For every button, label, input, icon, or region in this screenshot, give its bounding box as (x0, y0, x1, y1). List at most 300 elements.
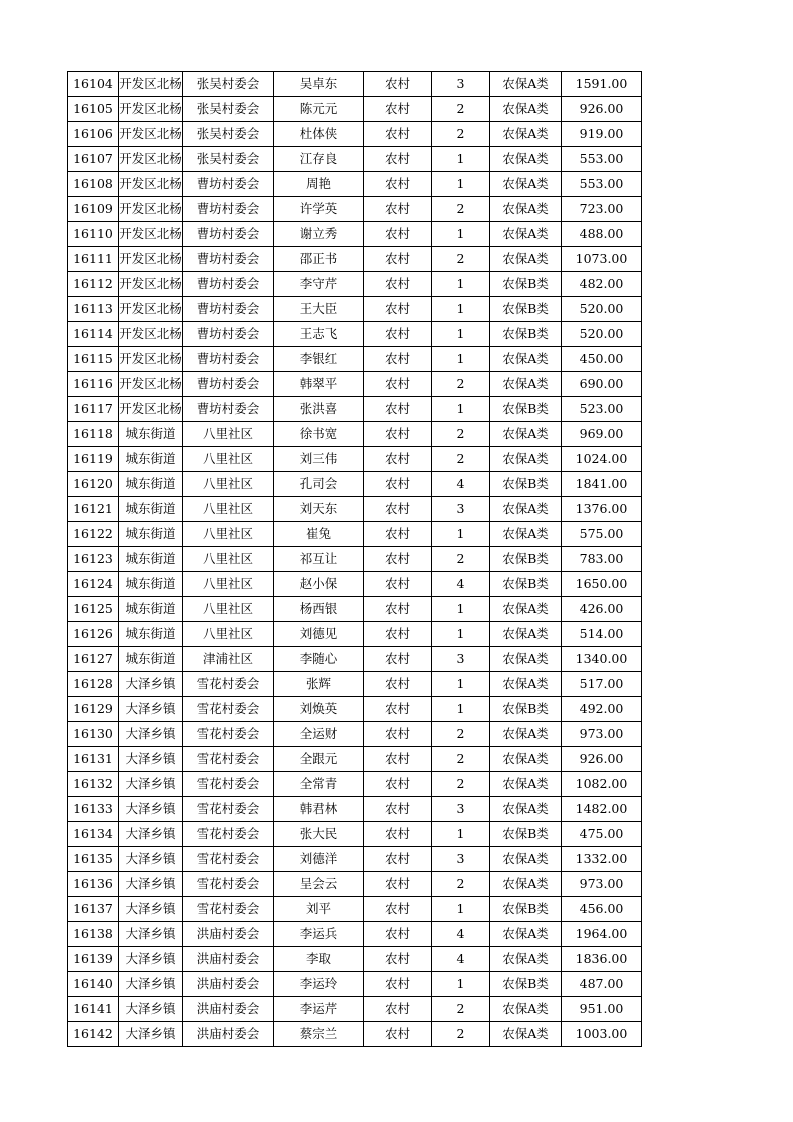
insurance-category-cell: 农保B类 (490, 472, 562, 497)
table-row (68, 697, 642, 722)
amount-cell: 1340.00 (562, 647, 642, 672)
village-committee-cell: 八里社区 (183, 472, 274, 497)
resident-name-cell: 吴卓东 (274, 72, 364, 97)
resident-name-cell: 赵小保 (274, 572, 364, 597)
village-committee-cell: 洪庙村委会 (183, 997, 274, 1022)
insurance-category-cell: 农保A类 (490, 422, 562, 447)
village-committee-cell: 雪花村委会 (183, 772, 274, 797)
household-type-cell: 农村 (364, 422, 432, 447)
table-row (68, 397, 642, 422)
table-row (68, 497, 642, 522)
insurance-category-cell: 农保A类 (490, 622, 562, 647)
village-committee-cell: 雪花村委会 (183, 697, 274, 722)
resident-name-cell: 孔司会 (274, 472, 364, 497)
amount-cell: 426.00 (562, 597, 642, 622)
amount-cell: 973.00 (562, 872, 642, 897)
table-row (68, 747, 642, 772)
insurance-category-cell: 农保A类 (490, 947, 562, 972)
household-size-cell: 2 (432, 997, 490, 1022)
amount-cell: 926.00 (562, 747, 642, 772)
amount-cell: 1332.00 (562, 847, 642, 872)
table-row (68, 997, 642, 1022)
record-id-cell: 16119 (68, 447, 119, 472)
insurance-category-cell: 农保B类 (490, 972, 562, 997)
household-type-cell: 农村 (364, 222, 432, 247)
village-committee-cell: 雪花村委会 (183, 797, 274, 822)
record-id-cell: 16125 (68, 597, 119, 622)
township-cell: 大泽乡镇 (119, 722, 183, 747)
amount-cell: 517.00 (562, 672, 642, 697)
insurance-category-cell: 农保A类 (490, 372, 562, 397)
township-cell: 城东街道 (119, 622, 183, 647)
table-row (68, 1022, 642, 1047)
record-id-cell: 16116 (68, 372, 119, 397)
household-type-cell: 农村 (364, 522, 432, 547)
table-row (68, 672, 642, 697)
insurance-category-cell: 农保A类 (490, 447, 562, 472)
village-committee-cell: 雪花村委会 (183, 847, 274, 872)
household-size-cell: 3 (432, 72, 490, 97)
household-size-cell: 2 (432, 422, 490, 447)
amount-cell: 951.00 (562, 997, 642, 1022)
table-row (68, 522, 642, 547)
table-row (68, 322, 642, 347)
table-row (68, 472, 642, 497)
resident-name-cell: 张大民 (274, 822, 364, 847)
record-id-cell: 16105 (68, 97, 119, 122)
record-id-cell: 16107 (68, 147, 119, 172)
household-type-cell: 农村 (364, 447, 432, 472)
household-type-cell: 农村 (364, 597, 432, 622)
insurance-category-cell: 农保A类 (490, 997, 562, 1022)
resident-name-cell: 韩君林 (274, 797, 364, 822)
insurance-category-cell: 农保A类 (490, 147, 562, 172)
household-type-cell: 农村 (364, 297, 432, 322)
household-size-cell: 2 (432, 447, 490, 472)
record-id-cell: 16127 (68, 647, 119, 672)
record-id-cell: 16106 (68, 122, 119, 147)
household-size-cell: 2 (432, 772, 490, 797)
township-cell: 开发区北杨 (119, 397, 183, 422)
township-cell: 开发区北杨 (119, 322, 183, 347)
household-type-cell: 农村 (364, 472, 432, 497)
township-cell: 大泽乡镇 (119, 847, 183, 872)
amount-cell: 482.00 (562, 272, 642, 297)
insurance-category-cell: 农保A类 (490, 872, 562, 897)
village-committee-cell: 曹坊村委会 (183, 272, 274, 297)
resident-name-cell: 李运玲 (274, 972, 364, 997)
table-row (68, 972, 642, 997)
insurance-category-cell: 农保A类 (490, 672, 562, 697)
household-size-cell: 1 (432, 522, 490, 547)
record-id-cell: 16115 (68, 347, 119, 372)
amount-cell: 1482.00 (562, 797, 642, 822)
village-committee-cell: 八里社区 (183, 547, 274, 572)
resident-name-cell: 刘德见 (274, 622, 364, 647)
village-committee-cell: 雪花村委会 (183, 722, 274, 747)
record-id-cell: 16120 (68, 472, 119, 497)
resident-name-cell: 刘德洋 (274, 847, 364, 872)
table-row (68, 122, 642, 147)
table-row (68, 647, 642, 672)
household-type-cell: 农村 (364, 847, 432, 872)
insurance-category-cell: 农保B类 (490, 397, 562, 422)
resident-name-cell: 呈会云 (274, 872, 364, 897)
amount-cell: 690.00 (562, 372, 642, 397)
resident-name-cell: 全常青 (274, 772, 364, 797)
household-type-cell: 农村 (364, 672, 432, 697)
record-id-cell: 16137 (68, 897, 119, 922)
table-row (68, 297, 642, 322)
record-id-cell: 16126 (68, 622, 119, 647)
household-size-cell: 2 (432, 197, 490, 222)
household-type-cell: 农村 (364, 697, 432, 722)
amount-cell: 926.00 (562, 97, 642, 122)
insurance-category-cell: 农保A类 (490, 172, 562, 197)
table-row (68, 922, 642, 947)
household-type-cell: 农村 (364, 722, 432, 747)
table-row (68, 72, 642, 97)
table-row (68, 572, 642, 597)
table-row (68, 597, 642, 622)
household-size-cell: 3 (432, 847, 490, 872)
household-size-cell: 1 (432, 972, 490, 997)
village-committee-cell: 曹坊村委会 (183, 347, 274, 372)
roster-body (68, 72, 642, 1047)
township-cell: 大泽乡镇 (119, 872, 183, 897)
table-row (68, 172, 642, 197)
household-type-cell: 农村 (364, 172, 432, 197)
township-cell: 城东街道 (119, 547, 183, 572)
amount-cell: 969.00 (562, 422, 642, 447)
village-committee-cell: 曹坊村委会 (183, 397, 274, 422)
insurance-category-cell: 农保A类 (490, 197, 562, 222)
amount-cell: 1650.00 (562, 572, 642, 597)
insurance-category-cell: 农保A类 (490, 347, 562, 372)
village-committee-cell: 张吴村委会 (183, 122, 274, 147)
table-row (68, 97, 642, 122)
insurance-category-cell: 农保A类 (490, 72, 562, 97)
household-type-cell: 农村 (364, 797, 432, 822)
village-committee-cell: 曹坊村委会 (183, 222, 274, 247)
township-cell: 大泽乡镇 (119, 1022, 183, 1047)
household-size-cell: 1 (432, 397, 490, 422)
amount-cell: 553.00 (562, 147, 642, 172)
village-committee-cell: 雪花村委会 (183, 872, 274, 897)
resident-name-cell: 王志飞 (274, 322, 364, 347)
table-row (68, 772, 642, 797)
record-id-cell: 16128 (68, 672, 119, 697)
household-size-cell: 4 (432, 922, 490, 947)
table-row (68, 272, 642, 297)
amount-cell: 1073.00 (562, 247, 642, 272)
record-id-cell: 16104 (68, 72, 119, 97)
household-size-cell: 2 (432, 1022, 490, 1047)
household-type-cell: 农村 (364, 547, 432, 572)
household-type-cell: 农村 (364, 997, 432, 1022)
household-type-cell: 农村 (364, 72, 432, 97)
village-committee-cell: 洪庙村委会 (183, 972, 274, 997)
resident-name-cell: 谢立秀 (274, 222, 364, 247)
household-type-cell: 农村 (364, 122, 432, 147)
household-size-cell: 4 (432, 947, 490, 972)
record-id-cell: 16113 (68, 297, 119, 322)
township-cell: 城东街道 (119, 422, 183, 447)
amount-cell: 1591.00 (562, 72, 642, 97)
resident-name-cell: 许学英 (274, 197, 364, 222)
household-type-cell: 农村 (364, 897, 432, 922)
household-size-cell: 1 (432, 147, 490, 172)
village-committee-cell: 八里社区 (183, 497, 274, 522)
record-id-cell: 16111 (68, 247, 119, 272)
township-cell: 大泽乡镇 (119, 947, 183, 972)
record-id-cell: 16141 (68, 997, 119, 1022)
household-size-cell: 1 (432, 322, 490, 347)
resident-name-cell: 李运兵 (274, 922, 364, 947)
household-size-cell: 2 (432, 722, 490, 747)
household-size-cell: 4 (432, 572, 490, 597)
table-row (68, 847, 642, 872)
household-type-cell: 农村 (364, 947, 432, 972)
village-committee-cell: 雪花村委会 (183, 897, 274, 922)
amount-cell: 1836.00 (562, 947, 642, 972)
resident-name-cell: 王大臣 (274, 297, 364, 322)
village-committee-cell: 八里社区 (183, 447, 274, 472)
household-type-cell: 农村 (364, 272, 432, 297)
record-id-cell: 16130 (68, 722, 119, 747)
village-committee-cell: 洪庙村委会 (183, 922, 274, 947)
record-id-cell: 16109 (68, 197, 119, 222)
township-cell: 开发区北杨 (119, 347, 183, 372)
household-type-cell: 农村 (364, 97, 432, 122)
insurance-category-cell: 农保A类 (490, 522, 562, 547)
township-cell: 大泽乡镇 (119, 672, 183, 697)
resident-name-cell: 全跟元 (274, 747, 364, 772)
household-size-cell: 2 (432, 547, 490, 572)
amount-cell: 487.00 (562, 972, 642, 997)
household-size-cell: 2 (432, 247, 490, 272)
resident-name-cell: 刘平 (274, 897, 364, 922)
household-type-cell: 农村 (364, 647, 432, 672)
table-row (68, 197, 642, 222)
insurance-category-cell: 农保B类 (490, 322, 562, 347)
table-row (68, 947, 642, 972)
amount-cell: 492.00 (562, 697, 642, 722)
table-row (68, 897, 642, 922)
village-committee-cell: 洪庙村委会 (183, 947, 274, 972)
household-type-cell: 农村 (364, 397, 432, 422)
amount-cell: 523.00 (562, 397, 642, 422)
amount-cell: 456.00 (562, 897, 642, 922)
resident-name-cell: 全运财 (274, 722, 364, 747)
record-id-cell: 16124 (68, 572, 119, 597)
household-type-cell: 农村 (364, 747, 432, 772)
insurance-category-cell: 农保A类 (490, 797, 562, 822)
village-committee-cell: 八里社区 (183, 597, 274, 622)
township-cell: 城东街道 (119, 647, 183, 672)
township-cell: 开发区北杨 (119, 97, 183, 122)
village-committee-cell: 曹坊村委会 (183, 197, 274, 222)
insurance-category-cell: 农保B类 (490, 897, 562, 922)
resident-name-cell: 祁互让 (274, 547, 364, 572)
insurance-category-cell: 农保B类 (490, 822, 562, 847)
resident-name-cell: 李取 (274, 947, 364, 972)
record-id-cell: 16122 (68, 522, 119, 547)
record-id-cell: 16121 (68, 497, 119, 522)
record-id-cell: 16133 (68, 797, 119, 822)
township-cell: 大泽乡镇 (119, 772, 183, 797)
household-size-cell: 1 (432, 297, 490, 322)
resident-name-cell: 韩翠平 (274, 372, 364, 397)
table-row (68, 797, 642, 822)
record-id-cell: 16136 (68, 872, 119, 897)
household-size-cell: 2 (432, 97, 490, 122)
insurance-category-cell: 农保B类 (490, 272, 562, 297)
village-committee-cell: 曹坊村委会 (183, 247, 274, 272)
household-size-cell: 1 (432, 272, 490, 297)
household-type-cell: 农村 (364, 372, 432, 397)
resident-name-cell: 崔兔 (274, 522, 364, 547)
village-committee-cell: 雪花村委会 (183, 747, 274, 772)
record-id-cell: 16110 (68, 222, 119, 247)
insurance-category-cell: 农保A类 (490, 1022, 562, 1047)
record-id-cell: 16131 (68, 747, 119, 772)
insurance-category-cell: 农保A类 (490, 122, 562, 147)
township-cell: 城东街道 (119, 522, 183, 547)
amount-cell: 514.00 (562, 622, 642, 647)
household-type-cell: 农村 (364, 822, 432, 847)
table-row (68, 372, 642, 397)
amount-cell: 1841.00 (562, 472, 642, 497)
township-cell: 开发区北杨 (119, 122, 183, 147)
resident-name-cell: 陈元元 (274, 97, 364, 122)
table-row (68, 447, 642, 472)
township-cell: 开发区北杨 (119, 272, 183, 297)
household-size-cell: 1 (432, 897, 490, 922)
household-type-cell: 农村 (364, 322, 432, 347)
township-cell: 大泽乡镇 (119, 897, 183, 922)
resident-name-cell: 蔡宗兰 (274, 1022, 364, 1047)
amount-cell: 919.00 (562, 122, 642, 147)
insurance-category-cell: 农保B类 (490, 547, 562, 572)
township-cell: 大泽乡镇 (119, 797, 183, 822)
insurance-category-cell: 农保B类 (490, 697, 562, 722)
resident-name-cell: 刘天东 (274, 497, 364, 522)
household-type-cell: 农村 (364, 347, 432, 372)
household-type-cell: 农村 (364, 197, 432, 222)
table-row (68, 222, 642, 247)
insurance-category-cell: 农保A类 (490, 847, 562, 872)
insurance-category-cell: 农保A类 (490, 722, 562, 747)
village-committee-cell: 曹坊村委会 (183, 322, 274, 347)
amount-cell: 520.00 (562, 322, 642, 347)
table-row (68, 547, 642, 572)
amount-cell: 488.00 (562, 222, 642, 247)
amount-cell: 1082.00 (562, 772, 642, 797)
resident-name-cell: 杜体侠 (274, 122, 364, 147)
insurance-category-cell: 农保A类 (490, 497, 562, 522)
record-id-cell: 16132 (68, 772, 119, 797)
village-committee-cell: 曹坊村委会 (183, 297, 274, 322)
township-cell: 开发区北杨 (119, 172, 183, 197)
township-cell: 开发区北杨 (119, 372, 183, 397)
village-committee-cell: 洪庙村委会 (183, 1022, 274, 1047)
resident-name-cell: 刘三伟 (274, 447, 364, 472)
household-type-cell: 农村 (364, 872, 432, 897)
household-size-cell: 2 (432, 747, 490, 772)
household-type-cell: 农村 (364, 147, 432, 172)
record-id-cell: 16112 (68, 272, 119, 297)
table-row (68, 247, 642, 272)
household-size-cell: 1 (432, 672, 490, 697)
household-size-cell: 2 (432, 872, 490, 897)
insurance-category-cell: 农保A类 (490, 247, 562, 272)
village-committee-cell: 八里社区 (183, 522, 274, 547)
household-size-cell: 3 (432, 497, 490, 522)
resident-name-cell: 张辉 (274, 672, 364, 697)
resident-name-cell: 刘焕英 (274, 697, 364, 722)
record-id-cell: 16139 (68, 947, 119, 972)
resident-name-cell: 李随心 (274, 647, 364, 672)
amount-cell: 520.00 (562, 297, 642, 322)
insurance-category-cell: 农保A类 (490, 597, 562, 622)
village-committee-cell: 八里社区 (183, 572, 274, 597)
amount-cell: 1003.00 (562, 1022, 642, 1047)
resident-name-cell: 李守芹 (274, 272, 364, 297)
township-cell: 城东街道 (119, 472, 183, 497)
household-type-cell: 农村 (364, 497, 432, 522)
record-id-cell: 16135 (68, 847, 119, 872)
record-id-cell: 16118 (68, 422, 119, 447)
resident-name-cell: 徐书宽 (274, 422, 364, 447)
household-size-cell: 1 (432, 597, 490, 622)
household-type-cell: 农村 (364, 622, 432, 647)
township-cell: 大泽乡镇 (119, 972, 183, 997)
village-committee-cell: 雪花村委会 (183, 822, 274, 847)
insurance-category-cell: 农保A类 (490, 772, 562, 797)
township-cell: 大泽乡镇 (119, 697, 183, 722)
township-cell: 大泽乡镇 (119, 922, 183, 947)
township-cell: 大泽乡镇 (119, 997, 183, 1022)
township-cell: 城东街道 (119, 497, 183, 522)
township-cell: 城东街道 (119, 447, 183, 472)
record-id-cell: 16142 (68, 1022, 119, 1047)
record-id-cell: 16123 (68, 547, 119, 572)
amount-cell: 1964.00 (562, 922, 642, 947)
village-committee-cell: 张吴村委会 (183, 147, 274, 172)
amount-cell: 973.00 (562, 722, 642, 747)
record-id-cell: 16117 (68, 397, 119, 422)
table-row (68, 822, 642, 847)
resident-name-cell: 杨西银 (274, 597, 364, 622)
village-committee-cell: 八里社区 (183, 422, 274, 447)
table-row (68, 422, 642, 447)
amount-cell: 575.00 (562, 522, 642, 547)
household-type-cell: 农村 (364, 1022, 432, 1047)
township-cell: 开发区北杨 (119, 147, 183, 172)
household-type-cell: 农村 (364, 922, 432, 947)
township-cell: 开发区北杨 (119, 222, 183, 247)
table-row (68, 622, 642, 647)
township-cell: 开发区北杨 (119, 297, 183, 322)
table-row (68, 147, 642, 172)
insurance-category-cell: 农保B类 (490, 297, 562, 322)
household-size-cell: 1 (432, 622, 490, 647)
household-size-cell: 3 (432, 647, 490, 672)
roster-table (67, 71, 642, 1047)
amount-cell: 723.00 (562, 197, 642, 222)
resident-name-cell: 张洪喜 (274, 397, 364, 422)
